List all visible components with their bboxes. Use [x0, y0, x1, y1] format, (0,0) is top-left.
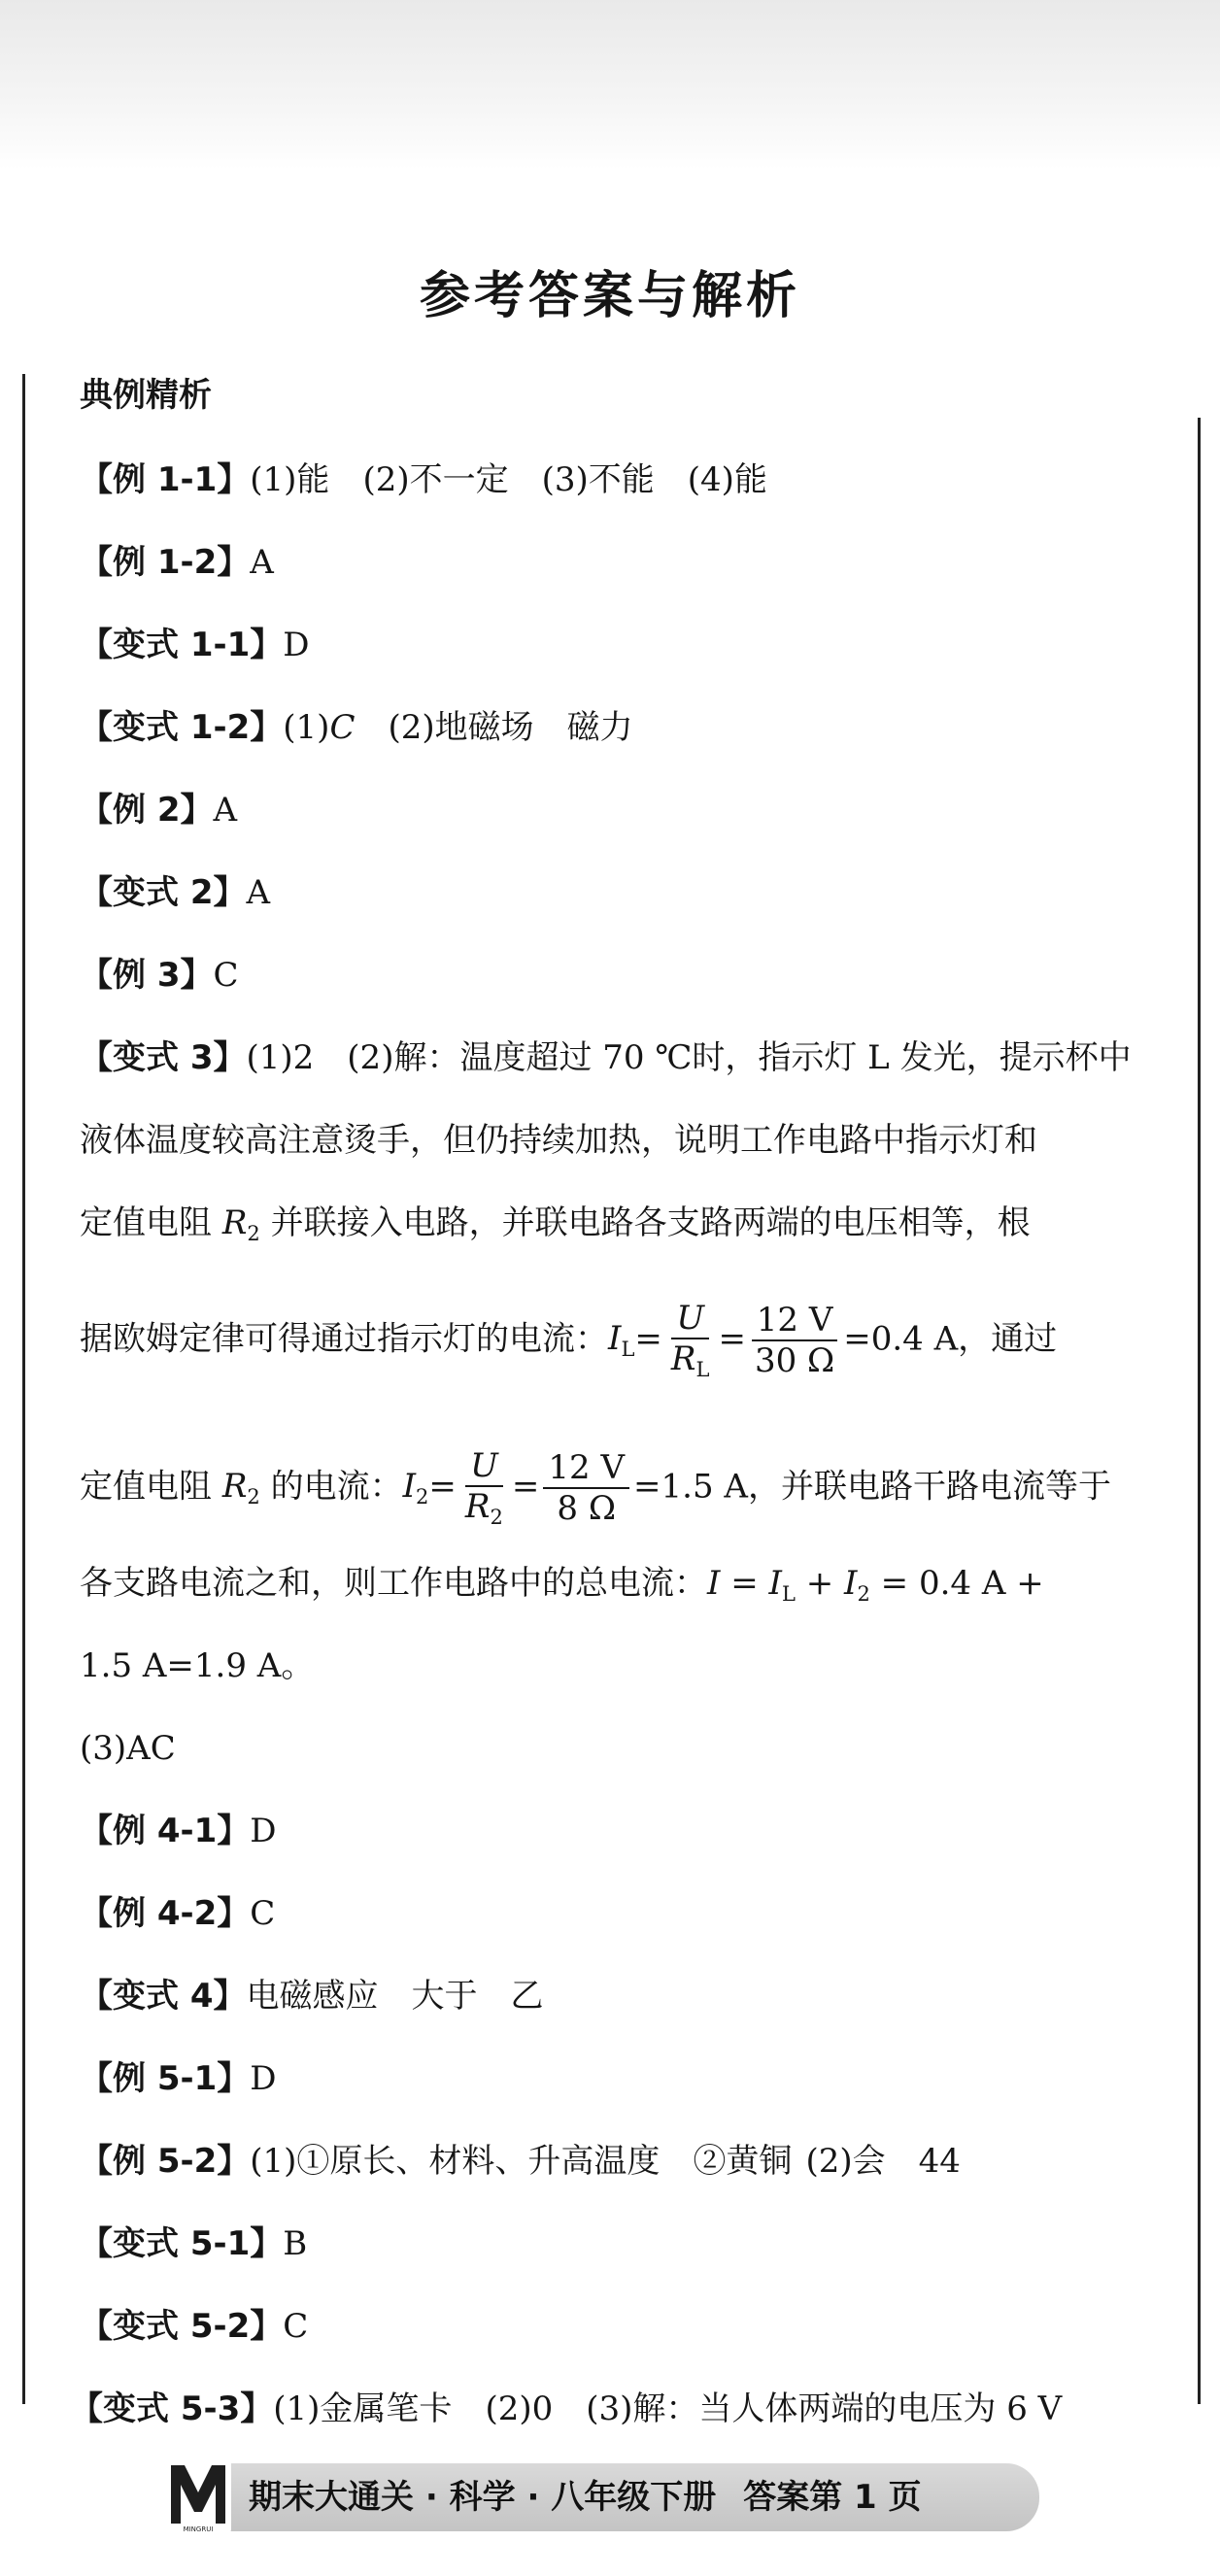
solution-line: 各支路电流之和，则工作电路中的总电流：$I = I_L + I_2 = 0.4$ A +	[80, 1564, 1044, 1606]
answer-part: (4)能	[687, 460, 767, 499]
answer-part: (1)2	[246, 1038, 315, 1077]
page-number: 答案第 1 页	[743, 2478, 922, 2517]
variable: $I_2$	[844, 1564, 870, 1606]
answer-part: (3)不能	[541, 460, 655, 499]
answer-part: (2)0	[485, 2390, 554, 2428]
page-footer: 期末大通关 · 科学 · 八年级下册 答案第 1 页	[165, 2463, 1039, 2531]
answer-line-21	[80, 2222, 307, 2265]
scan-top-shade	[0, 0, 1220, 170]
answer-part: (1)①原长、材料、升高温度	[250, 2142, 661, 2181]
solution-text: 定值电阻	[80, 1203, 222, 1242]
answer-part: (1)	[283, 708, 330, 747]
answer-line-15: (3)AC	[80, 1729, 176, 1768]
answer-value: C	[213, 956, 239, 995]
solution-text: =1.5 A，并联电路干路电流等于	[633, 1467, 1111, 1507]
example-tag: 【例 4-1】	[80, 1812, 251, 1850]
answer-part: (2)地磁场	[388, 708, 534, 747]
solution-text: =0.4 A，通过	[843, 1319, 1058, 1359]
answer-part: (2)会	[805, 2142, 886, 2181]
variable: I	[707, 1564, 721, 1603]
example-tag: 【例 5-1】	[80, 2059, 251, 2098]
answer-part: (2)不一定	[362, 460, 509, 499]
example-tag: 【例 2】	[80, 791, 214, 830]
variant-tag: 【变式 5-1】	[80, 2224, 284, 2263]
answer-line-20	[80, 2140, 961, 2183]
solution-text: 各支路电流之和，则工作电路中的总电流：	[80, 1564, 707, 1603]
answer-part: 乙	[510, 1977, 544, 2016]
solution-text: 的电流：	[259, 1467, 403, 1507]
variable: $I_L$	[608, 1319, 635, 1362]
variant-tag: 【变式 3】	[80, 1038, 247, 1077]
page-title: 参考答案与解析	[419, 267, 800, 325]
answer-line-23	[70, 2388, 1062, 2430]
book-name: 期末大通关	[249, 2478, 414, 2517]
solution-text: 定值电阻	[80, 1467, 222, 1507]
answer-line-6	[80, 871, 270, 914]
right-margin-rule	[1198, 418, 1201, 2404]
variant-tag: 【变式 5-2】	[80, 2307, 284, 2346]
answer-part: (2)解：温度超过 70 ℃时，指示灯 L 发光，提示杯中	[347, 1038, 1132, 1077]
variable: $R_2$	[221, 1467, 260, 1509]
answer-part: 磁力	[566, 708, 633, 747]
svg-text:MINGRUI: MINGRUI	[183, 2525, 214, 2533]
answer-line-22	[80, 2305, 308, 2348]
answer-line-7	[80, 954, 239, 997]
answer-line-19	[80, 2057, 277, 2100]
answer-line-1	[80, 458, 767, 501]
example-tag: 【例 1-2】	[80, 543, 251, 582]
example-tag: 【例 1-1】	[80, 460, 251, 499]
answer-part: (1)金属笔卡	[273, 2390, 453, 2428]
answer-value: C	[283, 2307, 309, 2346]
solution-text: = 0.4 A +	[869, 1564, 1044, 1603]
example-tag: 【例 4-2】	[80, 1894, 251, 1933]
fraction: $\frac{12 V}{8 \Omega}$	[543, 1449, 629, 1527]
answer-line-4	[80, 706, 633, 749]
variant-tag: 【变式 5-3】	[70, 2390, 274, 2428]
answer-line-3	[80, 624, 310, 666]
variable: $I_2$	[402, 1467, 429, 1509]
section-heading: 典例精析	[80, 376, 212, 415]
answer-value: B	[283, 2224, 308, 2263]
answer-part: 44	[918, 2142, 961, 2181]
answer-line-5	[80, 789, 237, 831]
answer-line-2	[80, 541, 274, 584]
answer-part: 大于	[411, 1977, 478, 2016]
grade-name: 八年级下册	[551, 2478, 717, 2517]
fraction: $\frac{U}{R_L}$	[670, 1299, 710, 1382]
answer-value: A	[213, 791, 238, 830]
example-tag: 【例 3】	[80, 956, 214, 995]
variant-tag: 【变式 2】	[80, 873, 247, 912]
formula-line: 据欧姆定律可得通过指示灯的电流：$I_L=$ $\frac{U}{R_L}$ = $\frac{12 V}{30 \Omega}$ =0.4 A，通过	[80, 1299, 1058, 1382]
fraction: $\frac{12 V}{30 \Omega}$	[750, 1302, 839, 1379]
answer-line-17	[80, 1892, 275, 1935]
variant-tag: 【变式 4】	[80, 1977, 247, 2016]
solution-line: 液体温度较高注意烫手，但仍持续加热，说明工作电路中指示灯和	[80, 1121, 1037, 1160]
example-tag: 【例 5-2】	[80, 2142, 251, 2181]
answer-part: C	[329, 708, 356, 747]
answer-part: ②黄铜	[693, 2142, 793, 2181]
answer-line-18	[80, 1975, 544, 2017]
variable: $R_2$	[221, 1203, 260, 1245]
variant-tag: 【变式 1-1】	[80, 626, 284, 664]
solution-text: 据欧姆定律可得通过指示灯的电流：	[80, 1319, 608, 1359]
subject-name: 科学	[449, 2478, 516, 2517]
variant-tag: 【变式 1-2】	[80, 708, 284, 747]
answer-value: A	[250, 543, 274, 582]
variable: $I_L$	[768, 1564, 796, 1606]
answer-line-8	[80, 1036, 1132, 1079]
answer-value: C	[250, 1894, 276, 1933]
left-margin-rule	[22, 374, 25, 2404]
answer-part: 电磁感应	[246, 1977, 379, 2016]
answer-value: D	[283, 626, 310, 664]
answer-line-16	[80, 1810, 277, 1852]
solution-line: 1.5 A=1.9 A。	[80, 1646, 315, 1685]
answer-value: A	[246, 873, 271, 912]
answer-part: (3)解：当人体两端的电压为 6 V	[586, 2390, 1063, 2428]
solution-text: 并联接入电路，并联电路各支路两端的电压相等，根	[259, 1203, 1031, 1242]
formula-line: 定值电阻 $R_2$ 的电流：$I_2=$ $\frac{U}{R_2}$ = $\frac{12 V}{8 \Omega}$ =1.5 A，并联电路干路电流等于	[80, 1446, 1111, 1530]
solution-line	[80, 1202, 1031, 1255]
publisher-logo-icon	[165, 2456, 231, 2533]
answer-value: D	[250, 2059, 277, 2098]
fraction: $\frac{U}{R_2}$	[464, 1446, 503, 1530]
answer-part: (1)能	[250, 460, 330, 499]
answer-value: D	[250, 1812, 277, 1850]
